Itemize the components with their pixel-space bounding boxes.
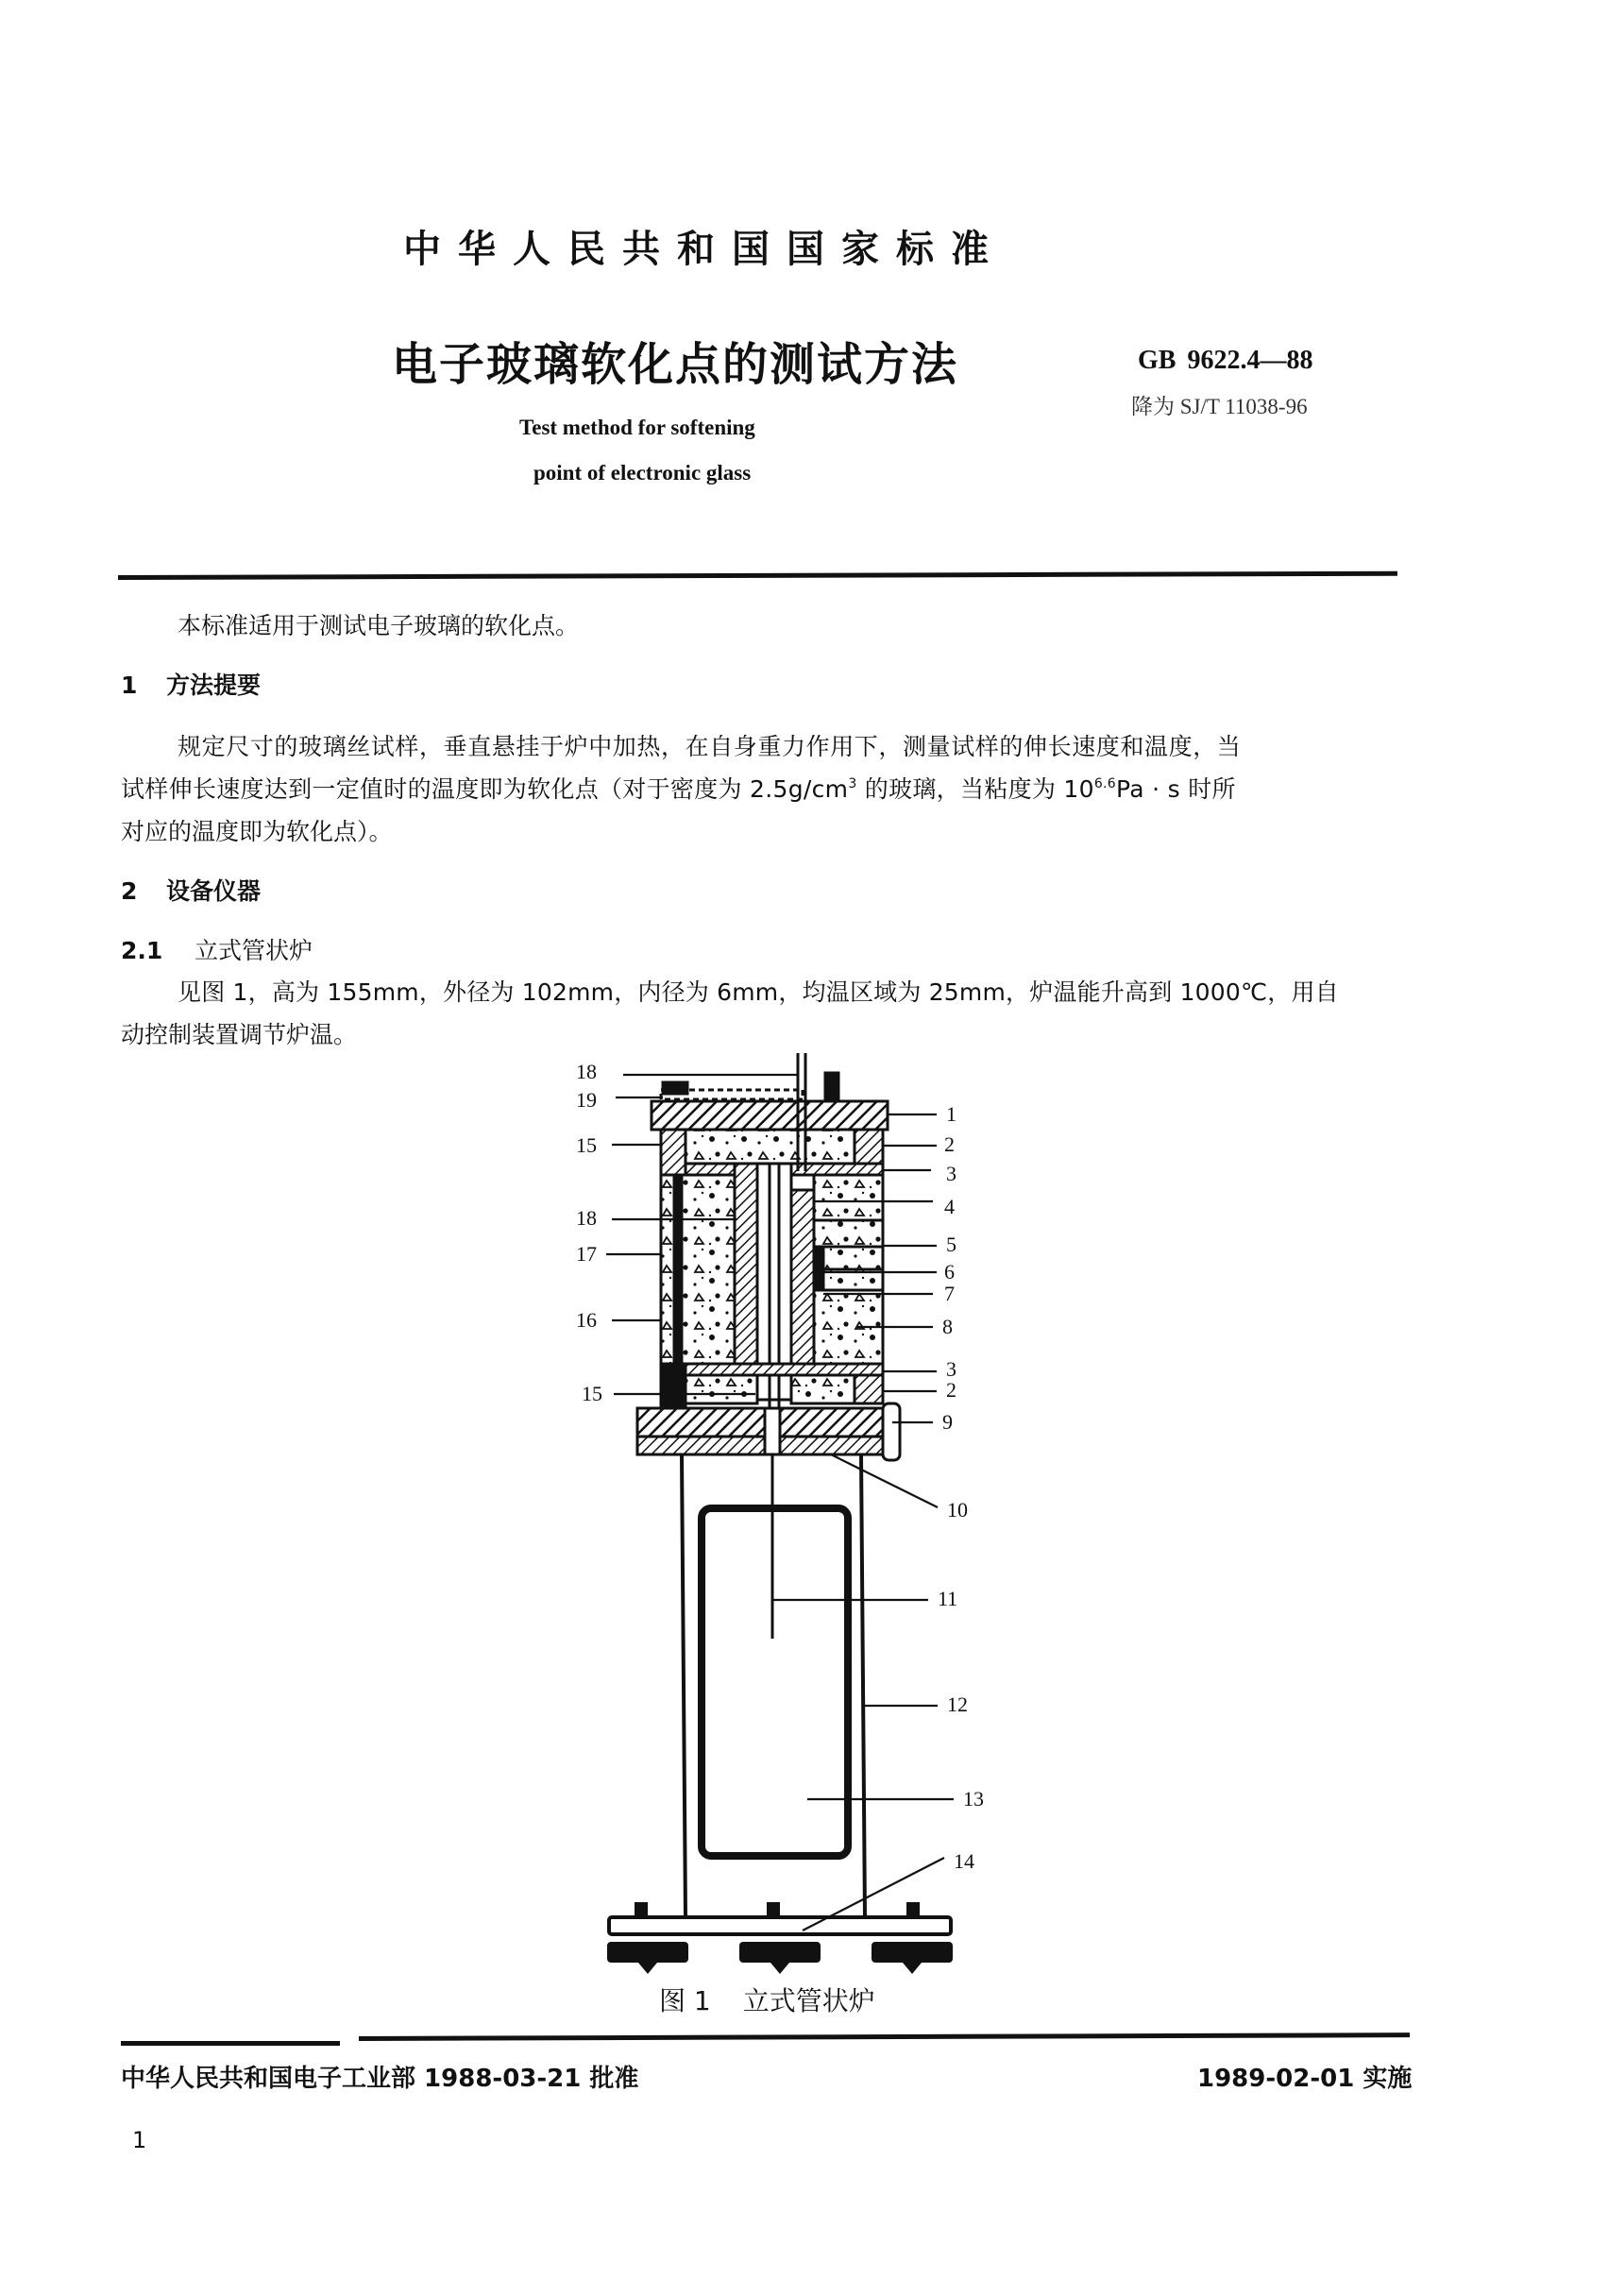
section-number: 2 <box>121 877 138 905</box>
label-11: 11 <box>938 1587 958 1610</box>
approval-note: 中华人民共和国电子工业部 1988-03-21 批准 <box>121 2065 639 2093</box>
label-3-bottom: 3 <box>946 1357 956 1381</box>
label-2-bottom: 2 <box>946 1378 956 1402</box>
label-4: 4 <box>944 1195 955 1218</box>
furnace-body <box>637 1053 900 1460</box>
label-17: 17 <box>576 1242 597 1266</box>
english-title-line-1: Test method for softening <box>519 416 755 439</box>
implementation-date: 1989-02-01 实施 <box>1197 2065 1413 2093</box>
page-number: 1 <box>132 2127 147 2153</box>
section-2-1-heading <box>121 932 313 966</box>
section-title: 立式管状炉 <box>195 937 313 964</box>
label-6: 6 <box>944 1260 955 1284</box>
footer-divider-left <box>121 2041 340 2046</box>
section-number: 2.1 <box>121 937 163 964</box>
figure-caption <box>659 1981 875 2018</box>
figure-number: 图 1 <box>659 1985 711 2016</box>
label-19: 19 <box>576 1088 597 1112</box>
section-1-line-3: 对应的温度即为软化点）。 <box>121 818 393 845</box>
label-16: 16 <box>576 1308 597 1332</box>
label-14: 14 <box>954 1849 974 1873</box>
furnace-stand <box>607 1454 953 1974</box>
label-18-mid: 18 <box>576 1206 597 1230</box>
section-1-line-2 <box>121 771 1236 805</box>
label-9: 9 <box>942 1410 953 1434</box>
label-3-top: 3 <box>946 1162 956 1185</box>
document-title: 电子玻璃软化点的测试方法 <box>392 338 959 391</box>
english-title-line-2: point of electronic glass <box>533 461 752 485</box>
section-title: 设备仪器 <box>166 877 262 905</box>
line-text: 的玻璃，当粘度为 10 <box>856 775 1094 803</box>
label-15-top: 15 <box>576 1133 597 1157</box>
line-text: 试样伸长速度达到一定值时的温度即为软化点（对于密度为 2.5g/cm <box>121 775 849 803</box>
label-1: 1 <box>946 1102 956 1126</box>
section-2-1-line-2: 动控制装置调节炉温。 <box>121 1021 358 1048</box>
label-10: 10 <box>947 1498 968 1522</box>
label-7: 7 <box>944 1282 955 1305</box>
section-2-1-line-1: 见图 1，高为 155mm，外径为 102mm，内径为 6mm，均温区域为 25mm，炉温能升高到 1000℃，用自 <box>178 978 1339 1006</box>
line-text: Pa · s 时所 <box>1116 775 1236 803</box>
gb-standard-code <box>1138 346 1312 376</box>
superscript: 3 <box>848 776 857 791</box>
section-1-heading <box>121 667 261 701</box>
label-18-top: 18 <box>576 1060 597 1083</box>
gb-number: 9622.4—88 <box>1187 346 1313 375</box>
header-divider <box>118 571 1397 580</box>
figure-caption-text: 立式管状炉 <box>742 1985 875 2016</box>
figure-labels <box>576 1060 984 1873</box>
section-1-line-1: 规定尺寸的玻璃丝试样，垂直悬挂于炉中加热，在自身重力作用下，测量试样的伸长速度和温度，当 <box>178 733 1242 760</box>
intro-paragraph: 本标准适用于测试电子玻璃的软化点。 <box>178 612 580 639</box>
label-13: 13 <box>963 1787 984 1811</box>
label-2-top: 2 <box>944 1132 955 1156</box>
label-5: 5 <box>946 1233 956 1256</box>
section-number: 1 <box>121 672 138 699</box>
footer-divider <box>359 2032 1410 2041</box>
gb-prefix: GB <box>1138 346 1176 375</box>
leader-lines <box>606 1075 954 1930</box>
label-15-bottom: 15 <box>582 1382 602 1405</box>
label-8: 8 <box>942 1315 953 1338</box>
section-title: 方法提要 <box>166 672 262 699</box>
replaced-by-note: 降为 SJ/T 11038-96 <box>1131 395 1308 418</box>
label-12: 12 <box>947 1692 968 1716</box>
section-2-heading <box>121 873 261 907</box>
superscript: 6.6 <box>1093 776 1117 791</box>
standard-type-header: 中华人民共和国国家标准 <box>403 228 1006 271</box>
